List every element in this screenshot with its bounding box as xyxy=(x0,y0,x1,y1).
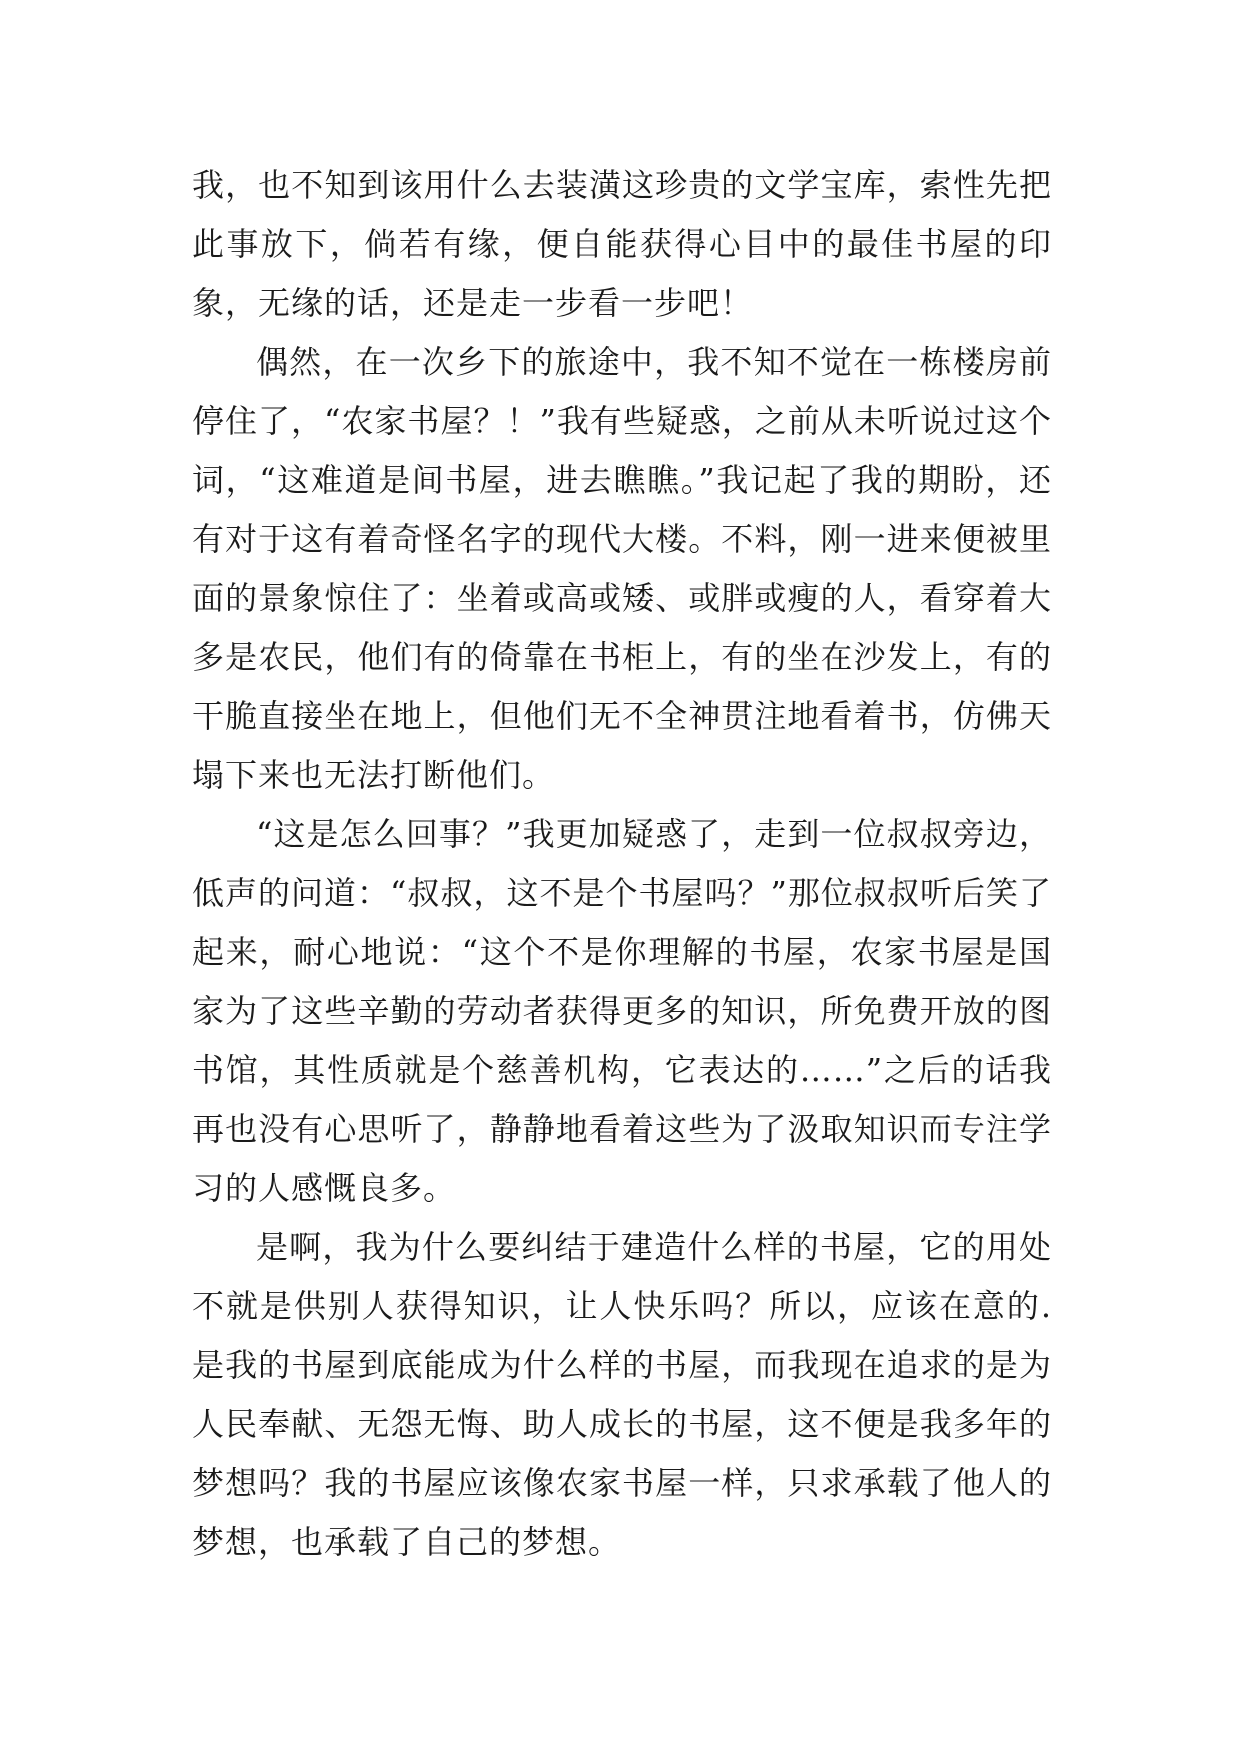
essay-body xyxy=(192,156,1052,1572)
paragraph-4: 是啊，我为什么要纠结于建造什么样的书屋，它的用处不就是供别人获得知识，让人快乐吗？所以，应该在意的.是我的书屋到底能成为什么样的书屋，而我现在追求的是为人民奉献、无怨无悔、助人成长的书屋，这不便是我多年的梦想吗？我的书屋应该像农家书屋一样，只求承载了他人的梦想，也承载了自己的梦想。 xyxy=(192,1228,1052,1561)
paragraph-1: 我，也不知到该用什么去装潢这珍贵的文学宝库，索性先把此事放下，倘若有缘，便自能获得心目中的最佳书屋的印象，无缘的话，还是走一步看一步吧！ xyxy=(192,166,1052,322)
paragraph-3: “这是怎么回事？”我更加疑惑了，走到一位叔叔旁边，低声的问道：“叔叔，这不是个书屋吗？”那位叔叔听后笑了起来，耐心地说：“这个不是你理解的书屋，农家书屋是国家为了这些辛勤的劳动者获得更多的知识，所免费开放的图书馆，其性质就是个慈善机构，它表达的……”之后的话我再也没有心思听了，静静地看着这些为了汲取知识而专注学习的人感慨良多。 xyxy=(192,815,1052,1207)
paragraph-2: 偶然，在一次乡下的旅途中，我不知不觉在一栋楼房前停住了，“农家书屋？！”我有些疑惑，之前从未听说过这个词，“这难道是间书屋，进去瞧瞧。”我记起了我的期盼，还有对于这有着奇怪名字的现代大楼。不料，刚一进来便被里面的景象惊住了：坐着或高或矮、或胖或瘦的人，看穿着大多是农民，他们有的倚靠在书柜上，有的坐在沙发上，有的干脆直接坐在地上，但他们无不全神贯注地看着书，仿佛天塌下来也无法打断他们。 xyxy=(192,343,1052,794)
